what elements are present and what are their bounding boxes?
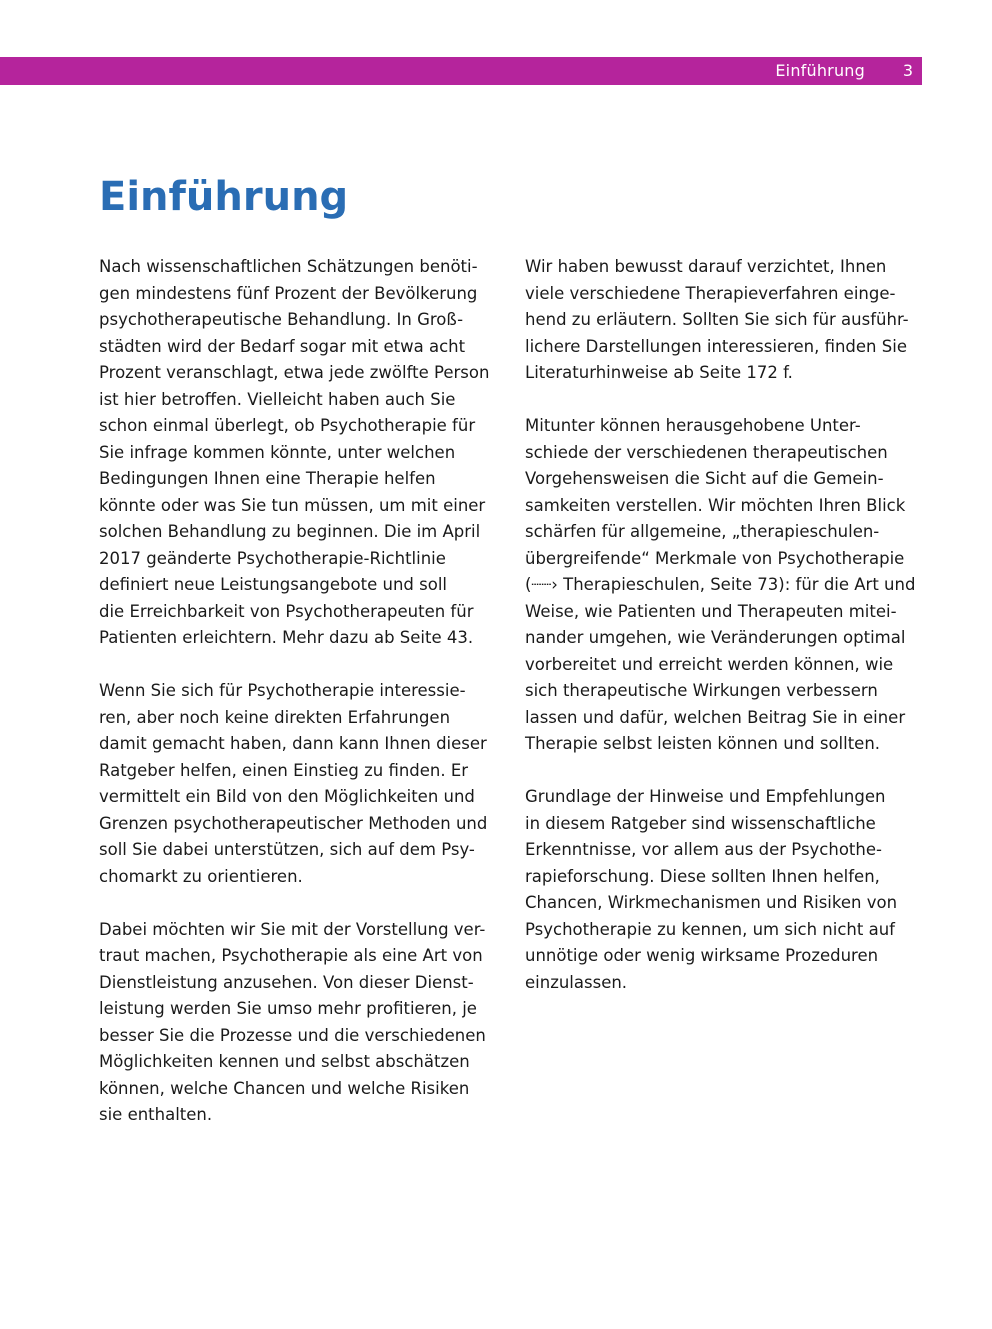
text-line: könnte oder was Sie tun müssen, um mit einer xyxy=(99,495,486,515)
text-line: Patienten erleichtern. Mehr dazu ab Seite 43. xyxy=(99,628,474,647)
text-line: vermittelt ein Bild von den Möglichkeiten und xyxy=(99,787,475,806)
text-line: Dabei möchten wir Sie mit der Vorstellung ver- xyxy=(99,919,486,939)
text-line: Literaturhinweise ab Seite 172 f. xyxy=(525,363,793,382)
text-line: gen mindestens fünf Prozent der Bevölkerung xyxy=(99,283,478,303)
running-header-section: Einführung xyxy=(775,61,865,80)
text-line: Prozent veranschlagt, etwa jede zwölfte Person xyxy=(99,363,490,382)
text-line: ist hier betroffen. Vielleicht haben auch Sie xyxy=(99,389,456,409)
text-line: Wir haben bewusst darauf verzichtet, Ihnen xyxy=(525,257,887,276)
text-line: Psychotherapie zu kennen, um sich nicht auf xyxy=(525,919,895,939)
text-line: Ratgeber helfen, einen Einstieg zu finden. Er xyxy=(99,760,469,780)
running-header-bar xyxy=(0,57,922,85)
text-line: Mitunter können herausgehobene Unter- xyxy=(525,416,861,435)
text-line: Bedingungen Ihnen eine Therapie helfen xyxy=(99,469,436,488)
body-paragraph xyxy=(99,917,499,1129)
text-line: städten wird der Bedarf sogar mit etwa acht xyxy=(99,336,466,356)
text-line: ren, aber noch keine direkten Erfahrungen xyxy=(99,707,451,727)
left-column xyxy=(99,254,499,1155)
text-line: Nach wissenschaftlichen Schätzungen benöti- xyxy=(99,257,478,276)
text-line: hend zu erläutern. Sollten Sie sich für ausführ- xyxy=(525,310,909,329)
text-line: Dienstleistung anzusehen. Von dieser Dienst- xyxy=(99,972,474,992)
body-paragraph xyxy=(99,678,499,890)
text-line: Grenzen psychotherapeutischer Methoden und xyxy=(99,813,488,833)
text-line: schärfen für allgemeine, „therapieschulen- xyxy=(525,522,880,541)
text-line: schon einmal überlegt, ob Psychotherapie für xyxy=(99,416,476,435)
text-line: lichere Darstellungen interessieren, finden Sie xyxy=(525,336,907,356)
text-line: Möglichkeiten kennen und selbst abschätzen xyxy=(99,1052,470,1071)
text-line: Wenn Sie sich für Psychotherapie interessie- xyxy=(99,681,466,700)
text-line: sie enthalten. xyxy=(99,1105,213,1124)
text-line: Therapie selbst leisten können und sollten. xyxy=(525,734,881,753)
text-line: Vorgehensweisen die Sicht auf die Gemein- xyxy=(525,469,884,488)
text-line: lassen und dafür, welchen Beitrag Sie in einer xyxy=(525,707,906,727)
text-line: 2017 geänderte Psychotherapie-Richtlinie xyxy=(99,548,446,568)
text-line: die Erreichbarkeit von Psychotherapeuten für xyxy=(99,601,474,621)
text-line: rapieforschung. Diese sollten Ihnen helfen, xyxy=(525,866,880,886)
text-line: Erkenntnisse, vor allem aus der Psychothe- xyxy=(525,840,882,859)
text-line: solchen Behandlung zu beginnen. Die im April xyxy=(99,522,481,541)
text-line: nander umgehen, wie Veränderungen optimal xyxy=(525,628,906,647)
text-line: traut machen, Psychotherapie als eine Art von xyxy=(99,946,483,965)
text-line: unnötige oder wenig wirksame Prozeduren xyxy=(525,946,879,965)
right-column xyxy=(525,254,925,1023)
text-line: samkeiten verstellen. Wir möchten Ihren Blick xyxy=(525,495,906,515)
body-paragraph xyxy=(99,254,499,652)
text-line: Sie infrage kommen könnte, unter welchen xyxy=(99,442,456,462)
body-paragraph xyxy=(525,413,925,758)
text-line: leistung werden Sie umso mehr profitieren, je xyxy=(99,999,477,1018)
page-title: Einführung xyxy=(99,174,349,220)
text-line: können, welche Chancen und welche Risiken xyxy=(99,1078,470,1098)
text-line: einzulassen. xyxy=(525,972,628,992)
text-line: besser Sie die Prozesse und die verschiedenen xyxy=(99,1025,486,1045)
text-line: chomarkt zu orientieren. xyxy=(99,866,303,886)
text-line: Chancen, Wirkmechanismen und Risiken von xyxy=(525,893,898,912)
text-line: Grundlage der Hinweise und Empfehlungen xyxy=(525,787,886,806)
text-line: soll Sie dabei unterstützen, sich auf dem Psy- xyxy=(99,840,475,859)
body-paragraph xyxy=(525,254,925,387)
text-line: übergreifende“ Merkmale von Psychotherapie xyxy=(525,548,905,568)
text-line: psychotherapeutische Behandlung. In Groß- xyxy=(99,310,464,329)
text-line: definiert neue Leistungsangebote und soll xyxy=(99,575,447,594)
text-line: damit gemacht haben, dann kann Ihnen dieser xyxy=(99,734,487,753)
text-line: schiede der verschiedenen therapeutischen xyxy=(525,442,888,462)
text-line: in diesem Ratgeber sind wissenschaftliche xyxy=(525,813,876,833)
body-paragraph xyxy=(525,784,925,996)
text-line: vorbereitet und erreicht werden können, wie xyxy=(525,654,894,674)
text-line: viele verschiedene Therapieverfahren einge- xyxy=(525,283,896,303)
page-number: 3 xyxy=(902,61,913,80)
text-line: (┈┈› Therapieschulen, Seite 73): für die Art und xyxy=(525,575,916,594)
text-line: sich therapeutische Wirkungen verbessern xyxy=(525,681,878,700)
text-line: Weise, wie Patienten und Therapeuten mitei- xyxy=(525,601,897,621)
